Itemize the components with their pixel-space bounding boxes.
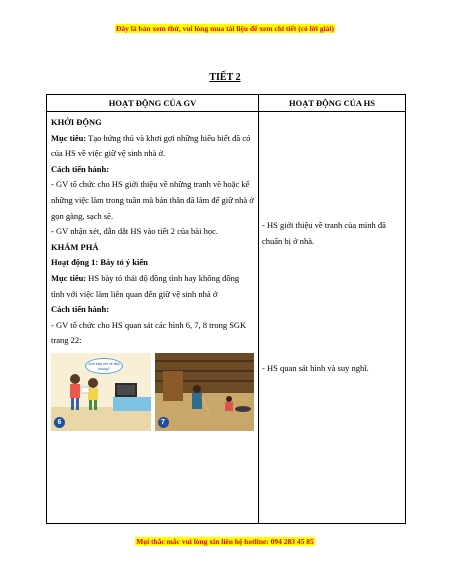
cach-tien-hanh-2: Cách tiến hành: bbox=[51, 304, 110, 315]
hs-line-1: - HS giới thiệu về tranh của mình đã chuẩn bị ở nhà. bbox=[262, 220, 386, 246]
picture-7 bbox=[155, 353, 255, 431]
cach-tien-hanh-1: Cách tiến hành: bbox=[51, 163, 110, 174]
header-hs: HOẠT ĐỘNG CỦA HS bbox=[259, 95, 406, 112]
kham-pha-heading: KHÁM PHÁ bbox=[51, 241, 99, 252]
picture-6-number: 6 bbox=[54, 417, 65, 428]
hs-cell bbox=[259, 112, 406, 524]
muc-tieu-1: Mục tiêu: Tạo hứng thú và khơi gợi những hiểu biết đã có của HS về việc giữ vệ sinh nhà ở. bbox=[51, 132, 251, 159]
khoi-dong-heading: KHỞI ĐỘNG bbox=[51, 117, 102, 127]
picture-6 bbox=[51, 353, 151, 431]
hotline-banner: Mọi thắc mắc vui lòng xin liên hệ hotline: 094 283 45 85 bbox=[136, 537, 314, 546]
picture-7-illustration bbox=[155, 353, 255, 431]
speech-bubble: Anh thấy em vẽ đẹp không? bbox=[85, 358, 123, 374]
preview-banner: Đây là bản xem thử, vui lòng mua tài liệu để xem chi tiết (có lời giải) bbox=[115, 24, 335, 33]
hs-line-2: - HS quan sát hình và suy nghĩ. bbox=[262, 363, 369, 373]
muc-tieu-2: Mục tiêu: HS bày tỏ thái độ đồng tình hay không đồng tình với việc làm liên quan đến giữ vệ sinh nhà ở bbox=[51, 272, 240, 299]
textbook-pictures bbox=[51, 353, 254, 431]
hoat-dong-1-heading: Hoạt động 1: Bày tỏ ý kiến bbox=[51, 257, 148, 268]
step-2: - GV nhận xét, dẫn dắt HS vào tiết 2 của bài học. bbox=[51, 226, 218, 237]
step-3: - GV tổ chức cho HS quan sát các hình 6, 7, 8 trong SGK trang 22: bbox=[51, 319, 247, 346]
table-body-row bbox=[47, 112, 406, 524]
step-1: - GV tổ chức cho HS giới thiệu về những tranh vẽ hoặc kể những việc làm trong tuần mà bản thân đã làm để giữ nhà ở gọn gàng, sạch sẽ. bbox=[51, 179, 254, 221]
section-title: TIẾT 2 bbox=[209, 72, 241, 83]
table-header-row bbox=[47, 95, 406, 112]
gv-cell bbox=[47, 112, 259, 524]
picture-7-number: 7 bbox=[158, 417, 169, 428]
header-gv: HOẠT ĐỘNG CỦA GV bbox=[47, 95, 259, 112]
lesson-table bbox=[46, 94, 406, 524]
